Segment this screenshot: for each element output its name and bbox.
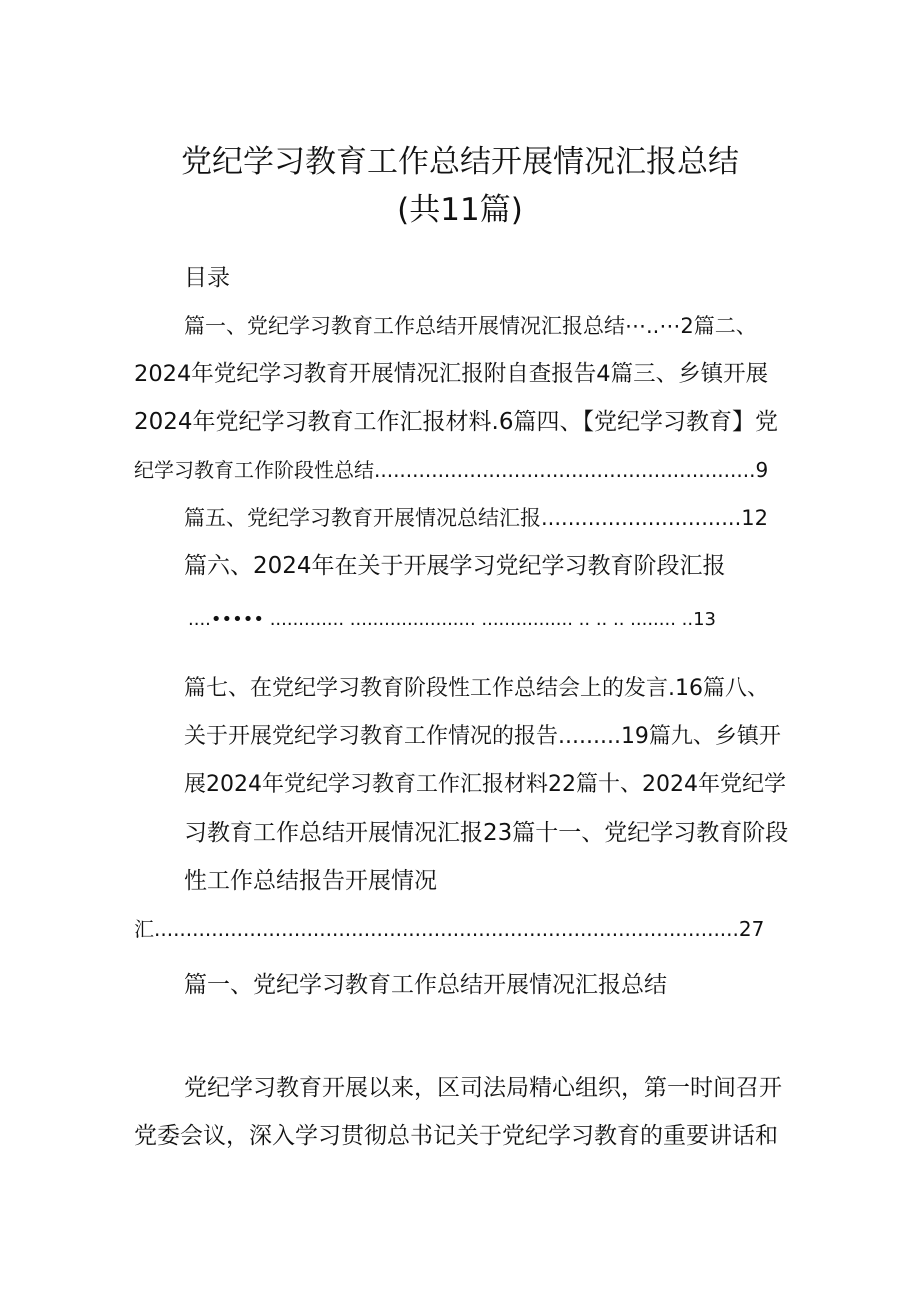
toc-line: 汇............................................................................................27	[134, 917, 765, 941]
toc-line: 2024年党纪学习教育工作汇报材料.6篇四、【党纪学习教育】党	[134, 409, 778, 435]
toc-line: 习教育工作总结开展情况汇报23篇十一、党纪学习教育阶段	[184, 820, 789, 846]
toc-heading: 目录	[184, 265, 230, 291]
paragraph-line: 党委会议，深入学习贯彻总书记关于党纪学习教育的重要讲话和	[134, 1123, 778, 1149]
toc-line: 篇一、党纪学习教育工作总结开展情况汇报总结⋯..⋯2篇二、	[184, 314, 757, 338]
section-heading: 篇一、党纪学习教育工作总结开展情况汇报总结	[184, 972, 667, 998]
document-title: 党纪学习教育工作总结开展情况汇报总结	[181, 144, 739, 180]
toc-line: 展2024年党纪学习教育工作汇报材料22篇十、2024年党纪学	[184, 772, 786, 797]
document-subtitle: (共11篇)	[397, 192, 523, 228]
toc-line: 性工作总结报告开展情况	[184, 868, 437, 894]
toc-line: 篇六、2024年在关于开展学习党纪学习教育阶段汇报	[184, 553, 726, 579]
toc-line: 篇七、在党纪学习教育阶段性工作总结会上的发言.16篇八、	[184, 676, 769, 701]
toc-line: 关于开展党纪学习教育工作情况的报告.........19篇九、乡镇开	[184, 724, 781, 749]
toc-line: ....••••• ............. ...................... ................ .. .. .. ........ ..13	[188, 609, 717, 630]
toc-line: 2024年党纪学习教育开展情况汇报附自查报告4篇三、乡镇开展	[134, 361, 769, 387]
toc-line: 篇五、党纪学习教育开展情况总结汇报..............................12	[184, 506, 768, 530]
toc-line: 纪学习教育工作阶段性总结............................................................9	[134, 458, 769, 482]
paragraph-line: 党纪学习教育开展以来，区司法局精心组织，第一时间召开	[184, 1075, 782, 1101]
